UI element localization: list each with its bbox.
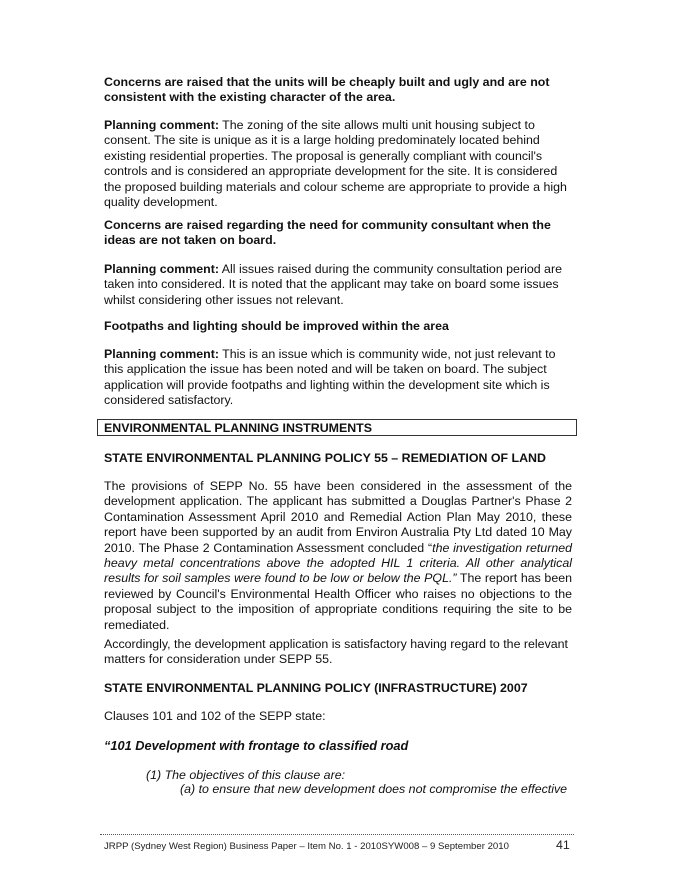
concern-community-consultation: Concerns are raised regarding the need for community consultant when the ideas are not taken on board. [104,218,551,248]
planning-comment-2 [104,262,572,308]
contamination-quote: the investigation returned heavy metal concentrations above the adopted HIL 1 criteria. All other analytical results for soil samples were found to be low or below the PQL.” [104,540,572,586]
section-heading-box [97,419,577,436]
infrastructure-intro: Clauses 101 and 102 of the SEPP state: [104,709,326,723]
sepp55-heading: STATE ENVIRONMENTAL PLANNING POLICY 55 – REMEDIATION OF LAND [104,451,546,465]
sepp55-paragraph-1-start: The provisions of SEPP No. 55 have been considered in the assessment of the development application. The applicant has submitted a Douglas Partner's Phase 2 Contamination Assessment April 2010 and Remedial Action Plan May 2010, these report have been supported by an audit from Environ Australia Pty Ltd dated 10 May 2010. The Phase 2 Contamination Assessment concluded “ [104,479,572,555]
planning-comment-label: Planning comment: [104,118,219,132]
footer-text: JRPP (Sydney West Region) Business Paper – Item No. 1 - 2010SYW008 – 9 September 2010 [104,841,509,852]
planning-comment-3-text: This is an issue which is community wide, not just relevant to this application the issue has been noted and will be taken on board. The subject application will provide footpaths and lighting within the development site which is considered satisfactory. [104,347,556,408]
planning-comment-2-text: All issues raised during the community consultation period are taken into considered. It is noted that the applicant may take on board some issues whilst considering other issues not relevant. [104,262,562,307]
planning-comment-label: Planning comment: [104,347,219,361]
section-heading: ENVIRONMENTAL PLANNING INSTRUMENTS [104,421,373,435]
footer-divider [100,834,574,835]
page-number: 41 [556,838,570,852]
clause-101-item-1a: (a) to ensure that new development does not compromise the effective [180,782,568,796]
clause-101-heading: “101 Development with frontage to classified road [104,738,409,753]
clause-101-item-1: (1) The objectives of this clause are: [146,768,346,782]
sepp55-paragraph-1-end: The report has been reviewed by Council's Environmental Health Officer who raises no objections to the proposal subject to the imposition of appropriate conditions requiring the site to be remediated. [104,571,572,632]
sepp55-paragraph-2: Accordingly, the development application is satisfactory having regard to the relevant matters for consideration under SEPP 55. [104,637,568,667]
sepp55-paragraph-1 [104,479,572,633]
infrastructure-heading: STATE ENVIRONMENTAL PLANNING POLICY (INFRASTRUCTURE) 2007 [104,681,528,695]
planning-comment-3 [104,347,572,409]
planning-comment-1 [104,118,572,210]
planning-comment-1-text: The zoning of the site allows multi unit housing subject to consent. The site is unique as it is a large holding predominately located behind existing residential properties. The proposal is generally compliant with council's controls and is considered an appropriate development for the site. It is considered the proposed building materials and colour scheme are appropriate to provide a high quality development. [104,118,567,210]
concern-footpaths-lighting: Footpaths and lighting should be improved within the area [104,319,449,333]
planning-comment-label: Planning comment: [104,262,219,276]
concern-units-quality: Concerns are raised that the units will be cheaply built and ugly and are not consistent with the existing character of the area. [104,75,550,105]
